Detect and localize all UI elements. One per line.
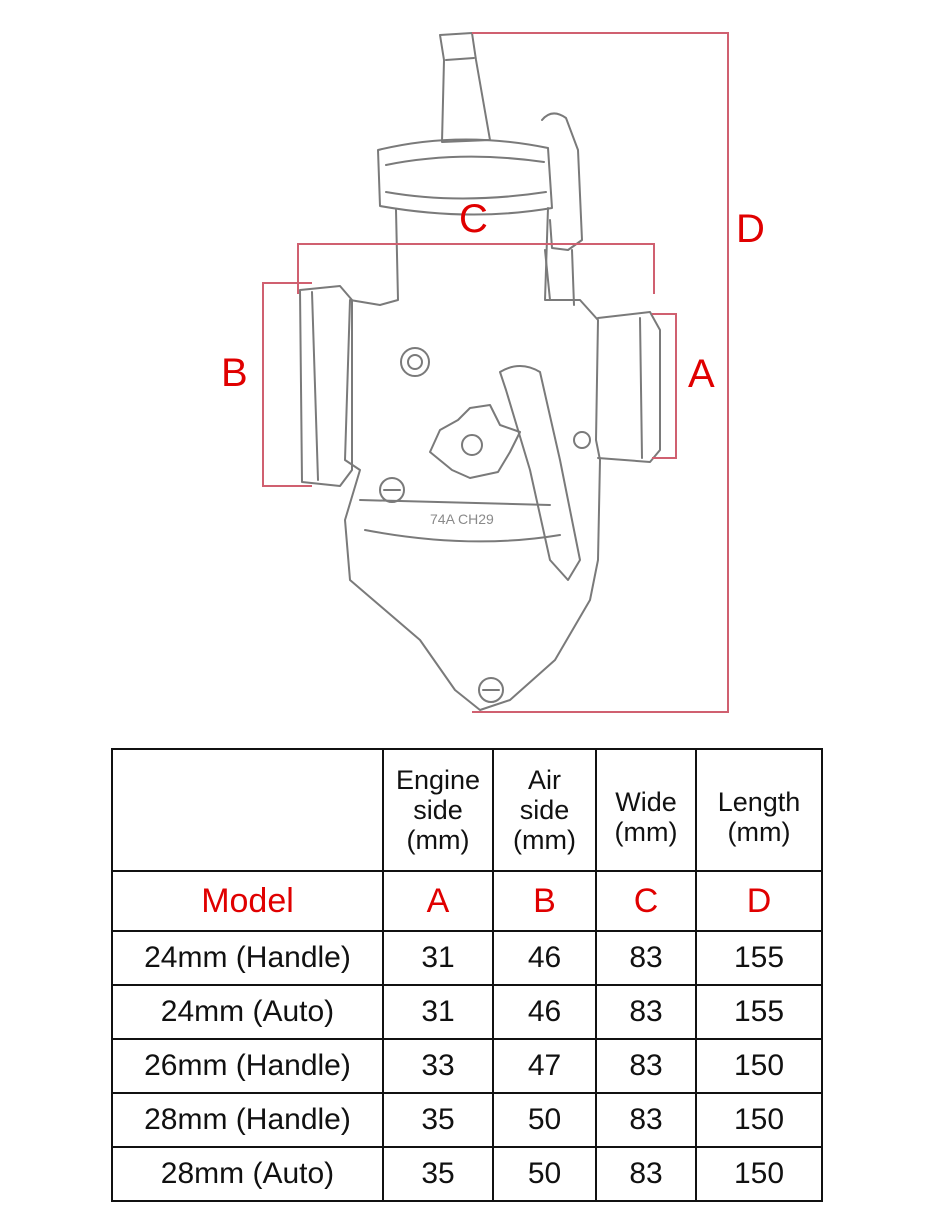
dimension-c-line [298,244,654,294]
body-stamp: 74A CH29 [430,511,494,527]
model-cell: 24mm (Auto) [112,985,383,1039]
model-cell: 28mm (Handle) [112,1093,383,1147]
header-length: Length (mm) [696,749,822,871]
header-wide: Wide (mm) [596,749,696,871]
code-c: C [596,871,696,931]
value-b: 46 [493,931,596,985]
header-row [112,749,822,871]
table-row [112,931,822,985]
value-c: 83 [596,1093,696,1147]
value-d: 150 [696,1039,822,1093]
model-cell: 28mm (Auto) [112,1147,383,1201]
dimension-lines [263,33,728,712]
dimension-label-c: C [459,197,488,241]
value-d: 155 [696,931,822,985]
carburetor-sketch [300,33,660,710]
table-row [112,985,822,1039]
table-row [112,1147,822,1201]
header-engine-side: Engine side (mm) [383,749,493,871]
value-b: 47 [493,1039,596,1093]
dimension-a-line [652,314,676,458]
code-row [112,871,822,931]
value-d: 150 [696,1093,822,1147]
value-c: 83 [596,985,696,1039]
value-a: 31 [383,985,493,1039]
value-a: 35 [383,1147,493,1201]
value-d: 155 [696,985,822,1039]
dimension-label-a: A [688,352,715,396]
code-b: B [493,871,596,931]
header-air-side: Air side (mm) [493,749,596,871]
header-blank [112,749,383,871]
value-a: 31 [383,931,493,985]
spec-table [111,748,823,1202]
value-c: 83 [596,931,696,985]
value-b: 50 [493,1147,596,1201]
dimension-label-b: B [221,351,248,395]
value-a: 33 [383,1039,493,1093]
value-c: 83 [596,1039,696,1093]
code-a: A [383,871,493,931]
code-d: D [696,871,822,931]
model-cell: 26mm (Handle) [112,1039,383,1093]
value-b: 50 [493,1093,596,1147]
dimension-b-line [263,283,312,486]
table-row [112,1093,822,1147]
table-row [112,1039,822,1093]
value-a: 35 [383,1093,493,1147]
value-b: 46 [493,985,596,1039]
code-model: Model [112,871,383,931]
value-c: 83 [596,1147,696,1201]
model-cell: 24mm (Handle) [112,931,383,985]
value-d: 150 [696,1147,822,1201]
dimension-label-d: D [736,207,765,251]
